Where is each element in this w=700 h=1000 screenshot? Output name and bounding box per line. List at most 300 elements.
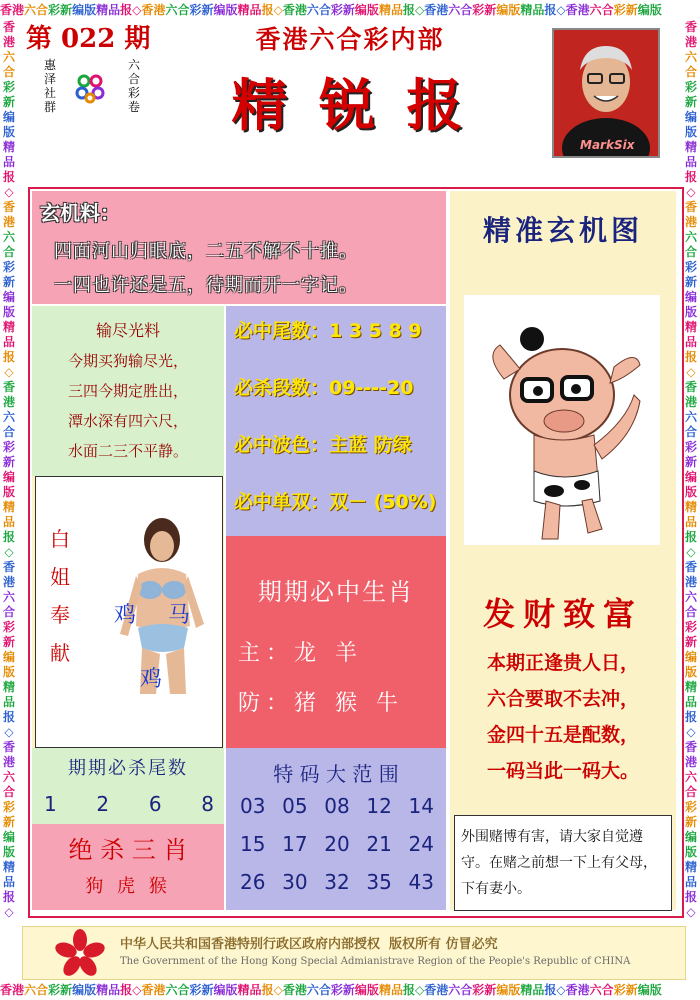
border-char: 彩: [613, 983, 626, 997]
border-char: 六: [165, 983, 178, 997]
border-char: 新: [684, 455, 697, 469]
lady-caption-char: 奉: [50, 603, 70, 627]
border-char: 报: [684, 890, 697, 904]
kill-tail-title: 期期必杀尾数: [68, 758, 188, 779]
special-number: 20: [324, 832, 350, 856]
border-char: 港: [2, 755, 15, 769]
border-char: 合: [2, 65, 15, 79]
border-char: 彩: [684, 800, 697, 814]
border-char: 香: [2, 380, 15, 394]
border-char: 合: [2, 425, 15, 439]
border-char: 合: [2, 605, 15, 619]
prediction-label: 必杀段数：: [234, 377, 330, 399]
special-row: [240, 832, 434, 856]
prediction-value: 09----20: [329, 377, 414, 399]
border-char: 彩: [684, 80, 697, 94]
border-char: 新: [684, 635, 697, 649]
border-char: 香: [141, 983, 154, 997]
riddle-line-1: 四面河山归眼底，二五不解不十推。: [54, 241, 358, 262]
bottom-border-strip: [0, 980, 700, 1000]
border-char: 精: [237, 3, 250, 17]
border-char: 精: [520, 983, 533, 997]
kill-tail-number: 2: [96, 792, 110, 816]
border-char: 版: [684, 845, 697, 859]
border-char: 报: [402, 983, 415, 997]
pig-image: [464, 295, 660, 545]
border-char: 新: [684, 95, 697, 109]
prediction-label: 必中尾数：: [234, 320, 330, 342]
border-char: 六: [589, 3, 602, 17]
lady-tag-1: 鸡: [114, 603, 137, 628]
lady-caption-char: 白: [50, 527, 70, 551]
prediction-row: [234, 487, 436, 514]
border-char: 版: [508, 983, 521, 997]
border-char: 精: [2, 140, 15, 154]
border-char: 彩: [684, 440, 697, 454]
border-char: ◇: [4, 905, 14, 919]
border-char: 六: [306, 983, 319, 997]
border-char: ◇: [273, 983, 283, 997]
border-char: 新: [625, 3, 638, 17]
border-char: 香: [0, 983, 13, 997]
border-char: 精: [684, 680, 697, 694]
border-char: 六: [2, 410, 15, 424]
border-char: 版: [684, 125, 697, 139]
border-char: 香: [2, 200, 15, 214]
border-char: 品: [684, 875, 697, 889]
border-char: 品: [2, 515, 15, 529]
border-char: 品: [684, 515, 697, 529]
border-char: 港: [684, 35, 697, 49]
border-char: ◇: [686, 725, 696, 739]
zodiac-main: 主：龙 羊: [238, 641, 363, 666]
special-panel: [226, 748, 446, 910]
lady-caption-char: 姐: [50, 565, 70, 589]
border-char: 香: [0, 3, 13, 17]
border-char: 港: [684, 215, 697, 229]
publisher-right-char: 合: [127, 72, 140, 86]
border-char: ◇: [686, 905, 696, 919]
border-char: 版: [684, 485, 697, 499]
border-char: 六: [306, 3, 319, 17]
border-char: 版: [84, 3, 97, 17]
border-char: 港: [684, 575, 697, 589]
border-char: 港: [294, 3, 307, 17]
border-char: 合: [684, 605, 697, 619]
border-char: ◇: [556, 3, 566, 17]
border-char: 精: [96, 3, 109, 17]
border-char: ◇: [4, 725, 14, 739]
right-panel: [450, 191, 676, 910]
border-char: 新: [2, 455, 15, 469]
border-char: 版: [2, 845, 15, 859]
border-char: ◇: [414, 3, 425, 17]
border-char: 新: [2, 95, 15, 109]
border-char: ◇: [132, 3, 142, 17]
border-char: 报: [684, 170, 697, 184]
border-char: 彩: [2, 620, 15, 634]
special-number: 21: [366, 832, 392, 856]
border-char: 合: [460, 3, 473, 17]
border-char: 新: [625, 983, 638, 997]
border-char: 新: [484, 3, 497, 17]
border-char: 合: [684, 245, 697, 259]
border-char: 精: [2, 860, 15, 874]
border-char: 编: [72, 3, 85, 17]
border-char: 港: [577, 983, 590, 997]
border-char: 六: [165, 3, 178, 17]
border-char: 合: [318, 3, 331, 17]
border-char: 精: [96, 983, 109, 997]
issue-number: 第 022 期: [26, 24, 151, 54]
border-char: ◇: [4, 185, 14, 199]
zodiac-title: 期期必中生肖: [258, 578, 414, 606]
border-char: 香: [684, 200, 697, 214]
publisher-left-char: 群: [43, 100, 56, 114]
border-char: 六: [2, 590, 15, 604]
border-char: 品: [2, 155, 15, 169]
poem-line: 三四今期定胜出，: [67, 382, 188, 400]
border-char: 版: [508, 3, 521, 17]
border-char: 合: [460, 983, 473, 997]
border-char: 品: [108, 983, 121, 997]
special-number: 43: [408, 870, 434, 894]
lady-caption-char: 献: [50, 641, 70, 665]
warning-text: 外围赌博有害，请大家自觉遵守。在赌之前想一下上有父母，下有妻小。: [461, 829, 657, 897]
border-char: 港: [153, 983, 166, 997]
lady-caption: [48, 520, 72, 672]
kill-three-panel: [32, 824, 224, 910]
border-char: 版: [684, 665, 697, 679]
border-char: 编: [684, 830, 697, 844]
border-char: 六: [589, 983, 602, 997]
border-char: 新: [342, 3, 355, 17]
border-char: 六: [684, 230, 697, 244]
prediction-label: 必中波色：: [234, 434, 330, 456]
border-char: 彩: [330, 983, 343, 997]
border-char: 港: [294, 983, 307, 997]
special-number: 32: [324, 870, 350, 894]
border-char: 六: [448, 3, 461, 17]
border-char: 合: [36, 983, 49, 997]
border-char: 版: [2, 665, 15, 679]
border-char: 香: [2, 20, 15, 34]
border-char: 精: [684, 500, 697, 514]
kill-tail-number: 6: [148, 792, 162, 816]
border-char: 香: [424, 3, 437, 17]
border-char: 精: [2, 320, 15, 334]
border-char: 港: [2, 35, 15, 49]
warning-box: [454, 815, 672, 911]
border-char: 报: [120, 3, 133, 17]
special-number: 26: [240, 870, 266, 894]
lady-panel: [32, 476, 224, 748]
border-char: 新: [60, 983, 73, 997]
prediction-row: [234, 430, 412, 457]
fortune-line: 金四十五是配数，: [486, 724, 639, 746]
poem-lines: [32, 346, 224, 466]
border-char: 编: [496, 3, 509, 17]
lottery-logo-icon: [74, 72, 106, 104]
border-char: 品: [108, 3, 121, 17]
riddle-line-2: 一四也许还是五，待期而开一字记。: [54, 275, 358, 296]
border-char: 新: [684, 815, 697, 829]
border-char: 编: [684, 470, 697, 484]
border-char: 新: [2, 635, 15, 649]
border-char: 六: [684, 410, 697, 424]
border-char: 港: [2, 575, 15, 589]
border-char: 版: [225, 983, 238, 997]
border-char: 六: [448, 983, 461, 997]
border-char: 合: [684, 425, 697, 439]
prediction-row: [234, 316, 422, 343]
border-char: 编: [2, 470, 15, 484]
border-char: 合: [601, 983, 614, 997]
poem-line: 潭水深有四六尺，: [67, 412, 188, 430]
border-char: 编: [2, 650, 15, 664]
border-char: 六: [2, 50, 15, 64]
border-char: 报: [2, 170, 15, 184]
border-char: 版: [2, 305, 15, 319]
border-char: 编: [2, 110, 15, 124]
border-char: 香: [282, 3, 295, 17]
border-char: 香: [141, 3, 154, 17]
border-char: 版: [2, 125, 15, 139]
border-char: 品: [684, 335, 697, 349]
border-char: 编: [213, 983, 226, 997]
poem-panel: [32, 306, 224, 476]
border-char: 精: [378, 3, 391, 17]
border-char: 品: [532, 3, 545, 17]
border-char: 合: [684, 785, 697, 799]
border-char: 彩: [613, 3, 626, 17]
border-char: 香: [684, 740, 697, 754]
border-char: 品: [2, 695, 15, 709]
border-char: 港: [577, 3, 590, 17]
top-border-strip: [0, 0, 700, 20]
prediction-label: 必中单双：: [234, 491, 330, 513]
special-number: 17: [282, 832, 308, 856]
poem-line: 水面二三不平静。: [67, 442, 188, 460]
border-char: ◇: [556, 983, 566, 997]
border-char: 版: [684, 305, 697, 319]
border-char: 版: [649, 3, 662, 17]
kill-tail-numbers: [44, 792, 214, 816]
border-char: 品: [684, 155, 697, 169]
special-row: [240, 870, 434, 894]
border-char: 六: [2, 230, 15, 244]
border-char: 合: [177, 3, 190, 17]
border-char: 品: [684, 695, 697, 709]
border-char: 彩: [48, 983, 61, 997]
border-char: 品: [2, 335, 15, 349]
border-char: 港: [12, 983, 25, 997]
fortune-line: 六合要取不去冲，: [486, 688, 639, 710]
border-char: 版: [366, 983, 379, 997]
poem-title: 输尽光料: [95, 321, 160, 340]
border-char: 合: [601, 3, 614, 17]
border-char: 编: [637, 3, 650, 17]
border-char: 报: [684, 710, 697, 724]
border-char: 版: [2, 485, 15, 499]
border-char: 编: [213, 3, 226, 17]
border-char: 报: [402, 3, 415, 17]
publisher-left-char: 社: [43, 86, 56, 100]
border-char: 编: [496, 983, 509, 997]
border-char: 精: [684, 860, 697, 874]
border-char: 港: [153, 3, 166, 17]
special-row: [240, 794, 434, 818]
prediction-value: 双－ (50%): [329, 491, 437, 513]
right-title: 精准玄机图: [482, 214, 643, 247]
special-number: 35: [366, 870, 392, 894]
border-char: 彩: [189, 3, 202, 17]
header-photo: [552, 28, 660, 158]
border-char: 新: [2, 275, 15, 289]
border-char: 品: [532, 983, 545, 997]
poem-line: 今期买狗输尽光，: [67, 352, 188, 370]
border-char: 报: [2, 710, 15, 724]
border-char: 版: [366, 3, 379, 17]
border-char: 六: [24, 983, 37, 997]
publisher-right-char: 卷: [127, 100, 140, 114]
border-char: 香: [684, 380, 697, 394]
border-char: 编: [354, 983, 367, 997]
border-char: 港: [2, 215, 15, 229]
border-char: 编: [354, 3, 367, 17]
border-char: 编: [72, 983, 85, 997]
border-char: 六: [684, 770, 697, 784]
prediction-row: [234, 373, 413, 400]
border-char: 彩: [189, 983, 202, 997]
border-char: 香: [565, 3, 578, 17]
prediction-value: 1 3 5 8 9: [329, 320, 422, 342]
publisher-left-char: 泽: [43, 72, 56, 86]
border-char: 港: [436, 3, 449, 17]
prediction-value: 主蓝 防绿: [329, 434, 412, 456]
border-char: 彩: [2, 260, 15, 274]
left-border-strip: [0, 20, 18, 980]
border-char: 港: [2, 395, 15, 409]
border-char: 彩: [684, 260, 697, 274]
zodiac-panel: [226, 536, 446, 748]
border-char: 报: [261, 983, 274, 997]
newspaper-title: 精 锐 报: [231, 73, 469, 139]
border-char: 香: [2, 740, 15, 754]
publisher-left-char: 惠: [43, 58, 56, 72]
border-char: ◇: [686, 545, 696, 559]
border-char: 新: [484, 983, 497, 997]
special-number: 12: [366, 794, 392, 818]
border-char: 品: [249, 983, 262, 997]
border-char: 版: [649, 983, 662, 997]
kill-three-values: 狗 虎 猴: [85, 876, 171, 897]
border-char: 精: [2, 680, 15, 694]
special-number: 03: [240, 794, 266, 818]
border-char: 精: [2, 500, 15, 514]
fortune-title: 发财致富: [482, 595, 643, 633]
border-char: 品: [2, 875, 15, 889]
border-char: 品: [390, 3, 403, 17]
border-char: 精: [378, 983, 391, 997]
border-char: 新: [201, 983, 214, 997]
special-number: 24: [408, 832, 434, 856]
publisher-right-char: 彩: [127, 86, 140, 100]
border-char: 精: [520, 3, 533, 17]
border-char: 编: [684, 650, 697, 664]
border-char: 彩: [2, 800, 15, 814]
border-char: 新: [342, 983, 355, 997]
lady-tag-2: 马: [168, 603, 191, 628]
border-char: 版: [84, 983, 97, 997]
right-border-strip: [682, 20, 700, 980]
border-char: ◇: [4, 545, 14, 559]
border-char: 合: [318, 983, 331, 997]
border-char: 彩: [2, 440, 15, 454]
border-char: 彩: [2, 80, 15, 94]
border-char: 报: [684, 350, 697, 364]
special-number: 14: [408, 794, 434, 818]
border-char: 合: [2, 785, 15, 799]
border-char: 编: [684, 290, 697, 304]
lady-tag-3: 鸡: [140, 667, 163, 692]
border-char: 报: [261, 3, 274, 17]
special-number: 05: [282, 794, 308, 818]
footer-en: The Government of the Hong Kong Special Admianistrave Region of the People's Republic of CHINA: [120, 956, 631, 967]
border-char: 港: [436, 983, 449, 997]
fortune-line: 本期正逢贵人日，: [486, 652, 639, 674]
border-char: ◇: [132, 983, 142, 997]
border-char: 香: [565, 983, 578, 997]
border-char: 彩: [330, 3, 343, 17]
border-char: 六: [684, 590, 697, 604]
border-char: 编: [2, 290, 15, 304]
border-char: 彩: [48, 3, 61, 17]
kill-three-title: 绝 杀 三 肖: [68, 836, 188, 864]
border-char: 新: [201, 3, 214, 17]
border-char: 香: [282, 983, 295, 997]
kill-tail-number: 8: [201, 792, 214, 816]
border-char: ◇: [414, 983, 425, 997]
riddle-label: 玄机料：: [40, 201, 120, 225]
border-char: 香: [684, 560, 697, 574]
border-char: 精: [237, 983, 250, 997]
border-char: 报: [2, 530, 15, 544]
special-number: 30: [282, 870, 308, 894]
border-char: 报: [544, 3, 557, 17]
border-char: 版: [225, 3, 238, 17]
special-title: 特 码 大 范 围: [273, 762, 399, 786]
special-number: 08: [324, 794, 350, 818]
border-char: ◇: [273, 3, 283, 17]
border-char: ◇: [686, 365, 696, 379]
border-char: 彩: [472, 983, 485, 997]
border-char: 合: [36, 3, 49, 17]
footer-cn: 中华人民共和国香港特别行政区政府内部授权 版权所有 仿冒必究: [120, 937, 498, 952]
border-char: ◇: [4, 365, 14, 379]
border-char: 报: [544, 983, 557, 997]
border-char: 香: [424, 983, 437, 997]
special-number: 15: [240, 832, 266, 856]
fortune-line: 一码当此一码大。: [486, 760, 639, 782]
header-subtitle: 香港六合彩内部: [255, 25, 445, 54]
border-char: 新: [2, 815, 15, 829]
fortune-lines: [450, 645, 676, 789]
border-char: 新: [60, 3, 73, 17]
border-char: 报: [2, 890, 15, 904]
border-char: 报: [684, 530, 697, 544]
kill-tail-panel: [32, 748, 224, 824]
